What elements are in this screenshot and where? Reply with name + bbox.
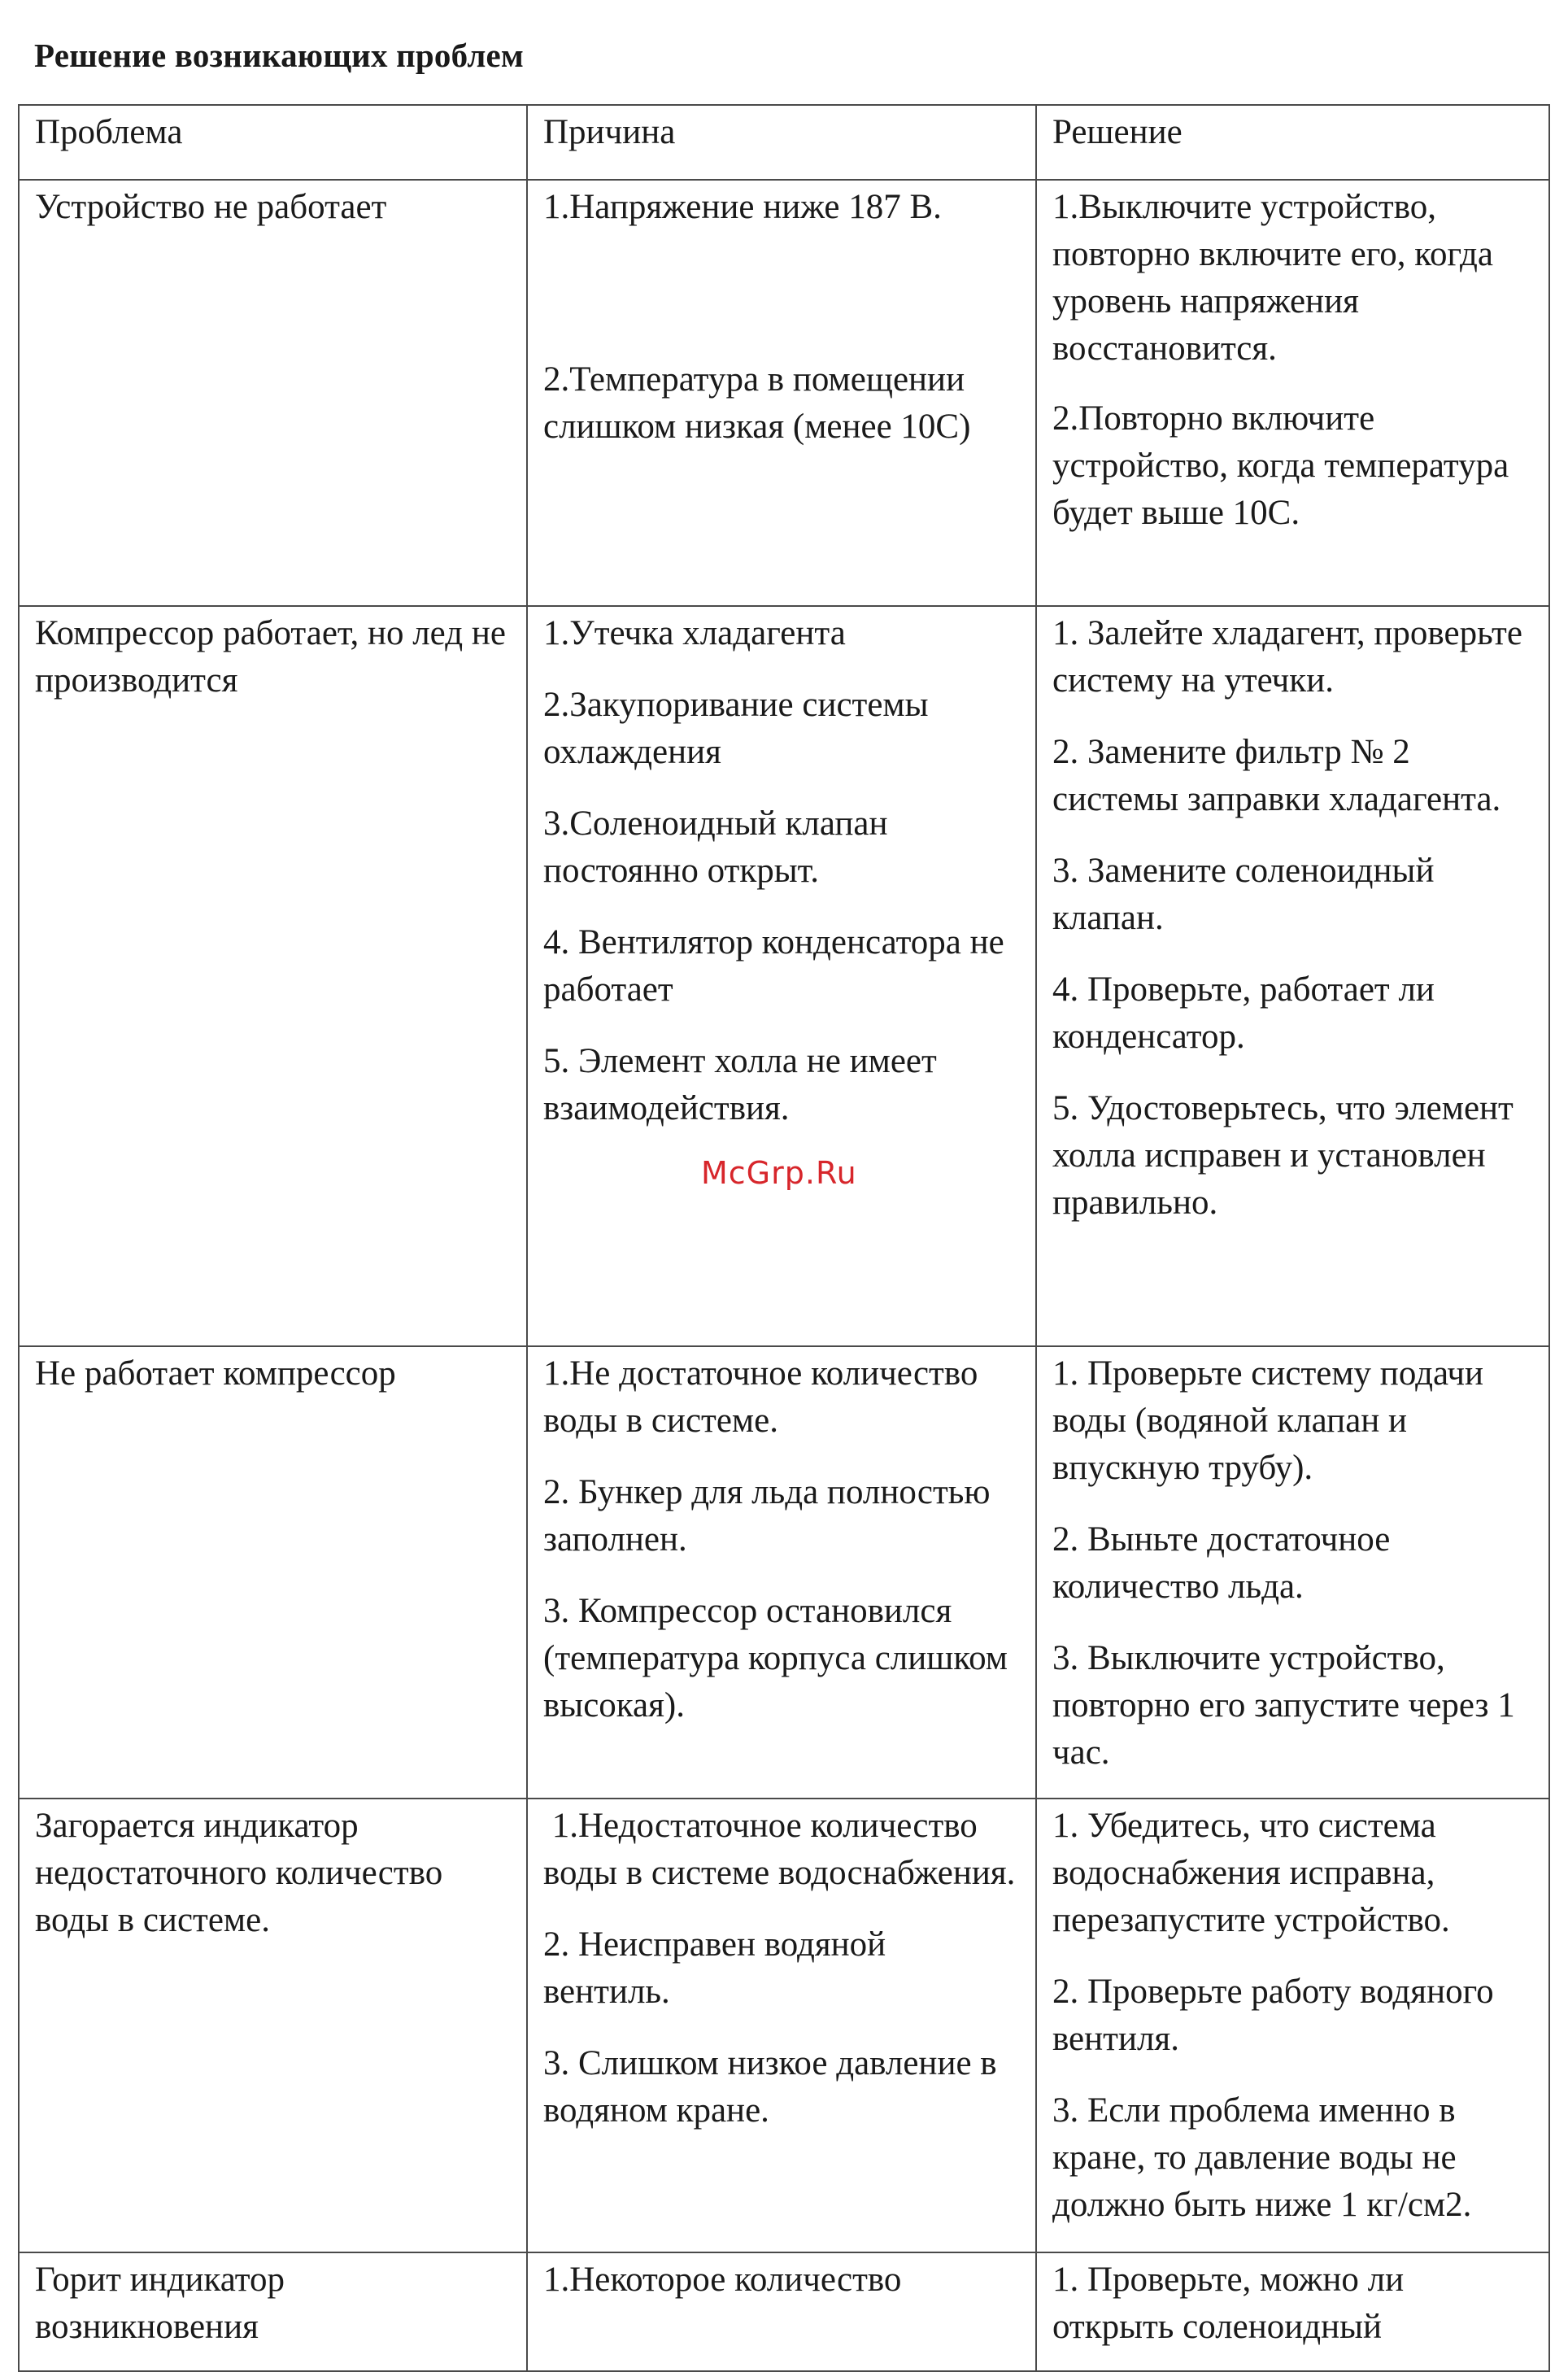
cause-item: 1.Не достаточное количество воды в системе. — [543, 1354, 978, 1440]
problem-cell: Устройство не работает — [19, 180, 527, 606]
solution-item: 2. Проверьте работу водяного вентиля. — [1052, 1973, 1494, 2058]
cause-item: 2. Бункер для льда полностью заполнен. — [543, 1473, 991, 1559]
cause-item: 1.Недостаточное количество воды в системе водоснабжения. — [543, 1807, 1016, 1892]
solution-cell — [1036, 606, 1549, 1346]
troubleshooting-table — [18, 104, 1550, 2372]
cause-item: 2. Неисправен водяной вентиль. — [543, 1925, 886, 2011]
cause-cell — [527, 606, 1036, 1346]
cause-item: 1.Некоторое количество — [543, 2261, 902, 2299]
cause-cell — [527, 180, 1036, 606]
cause-item: 2.Закупоривание системы охлаждения — [543, 686, 929, 771]
page-title: Решение возникающих проблем — [34, 37, 525, 74]
table-row — [19, 606, 1549, 1346]
solution-cell — [1036, 180, 1549, 606]
solution-item: 3. Выключите устройство, повторно его запустите через 1 час. — [1052, 1639, 1515, 1772]
solution-cell — [1036, 1346, 1549, 1799]
solution-item: 1.Выключите устройство, повторно включите его, когда уровень напряжения восстановится. — [1052, 188, 1493, 368]
solution-cell — [1036, 1799, 1549, 2252]
solution-item: 1. Залейте хладагент, проверьте систему на утечки. — [1052, 614, 1522, 700]
solution-item: 4. Проверьте, работает ли конденсатор. — [1052, 970, 1435, 1056]
solution-item: 3. Если проблема именно в кране, то давление воды не должно быть ниже 1 кг/см2. — [1052, 2091, 1472, 2224]
solution-item: 2.Повторно включите устройство, когда температура будет выше 10С. — [1052, 399, 1509, 532]
cause-item: 2.Температура в помещении слишком низкая (менее 10С) — [543, 360, 971, 446]
cause-item: 3. Компрессор остановился (температура корпуса слишком высокая). — [543, 1592, 1008, 1724]
cause-item: 3.Соленоидный клапан постоянно открыт. — [543, 804, 888, 890]
solution-item: 2. Выньте достаточное количество льда. — [1052, 1520, 1391, 1606]
cause-cell — [527, 1346, 1036, 1799]
table-row — [19, 1346, 1549, 1799]
table-row — [19, 1799, 1549, 2252]
cause-cell — [527, 1799, 1036, 2252]
cause-item: 5. Элемент холла не имеет взаимодействия. — [543, 1042, 937, 1127]
solution-item: 2. Замените фильтр № 2 системы заправки хладагента. — [1052, 733, 1501, 818]
column-header-solution: Решение — [1036, 105, 1549, 180]
watermark-text: McGrp.Ru — [701, 1155, 857, 1191]
cause-item: 1.Напряжение ниже 187 В. — [543, 188, 942, 226]
cause-item: 4. Вентилятор конденсатора не работает — [543, 923, 1004, 1009]
table-header-row — [19, 105, 1549, 180]
solution-item: 5. Удостоверьтесь, что элемент холла исправен и установлен правильно. — [1052, 1089, 1514, 1222]
table-row — [19, 2252, 1549, 2371]
problem-cell: Не работает компрессор — [19, 1346, 527, 1799]
problem-cell: Горит индикатор возникновения — [19, 2252, 527, 2371]
solution-item: 1. Проверьте систему подачи воды (водяной клапан и впускную трубу). — [1052, 1354, 1483, 1487]
problem-cell: Загорается индикатор недостаточного количество воды в системе. — [19, 1799, 527, 2252]
table-row — [19, 180, 1549, 606]
solution-item: 1. Проверьте, можно ли открыть соленоидный — [1052, 2261, 1405, 2346]
solution-cell — [1036, 2252, 1549, 2371]
problem-cell: Компрессор работает, но лед не производится — [19, 606, 527, 1346]
column-header-problem: Проблема — [19, 105, 527, 180]
cause-item: 3. Слишком низкое давление в водяном кране. — [543, 2044, 997, 2130]
solution-item: 3. Замените соленоидный клапан. — [1052, 852, 1435, 937]
solution-item: 1. Убедитесь, что система водоснабжения исправна, перезапустите устройство. — [1052, 1807, 1450, 1939]
cause-item: 1.Утечка хладагента — [543, 614, 846, 652]
column-header-cause: Причина — [527, 105, 1036, 180]
cause-cell — [527, 2252, 1036, 2371]
